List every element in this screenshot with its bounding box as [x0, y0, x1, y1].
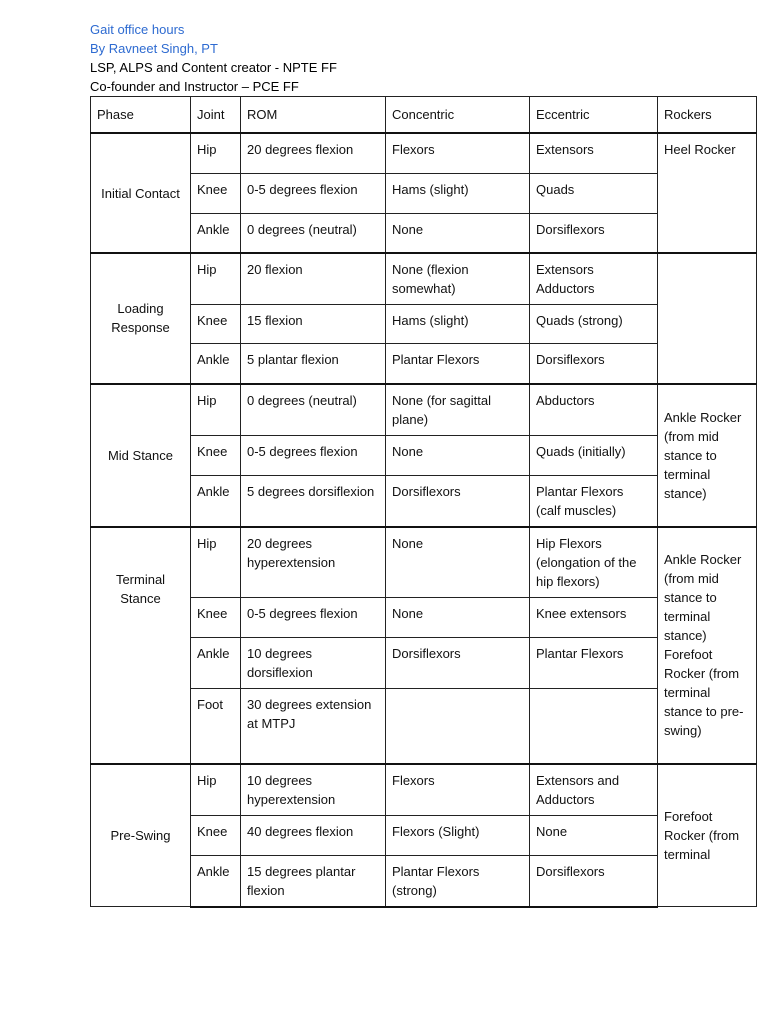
- eccentric-cell: Quads (strong): [530, 305, 658, 344]
- table-row: [91, 344, 757, 384]
- table-row: [91, 475, 757, 527]
- phase-cell: Pre-Swing: [91, 764, 191, 907]
- eccentric-cell: Abductors: [530, 384, 658, 436]
- phase-cell: Mid Stance: [91, 384, 191, 527]
- eccentric-cell: Dorsiflexors: [530, 344, 658, 384]
- table-row: [91, 638, 757, 689]
- header-author: By Ravneet Singh, PT: [90, 41, 218, 56]
- header-title: Gait office hours: [90, 22, 185, 37]
- eccentric-cell: Hip Flexors (elongation of the hip flexors): [530, 527, 658, 598]
- concentric-cell: Flexors (Slight): [386, 815, 530, 855]
- phase-cell: Loading Response: [91, 253, 191, 384]
- joint-cell: Ankle: [191, 213, 241, 253]
- concentric-cell: Dorsiflexors: [386, 638, 530, 689]
- eccentric-cell: [530, 689, 658, 764]
- concentric-cell: None: [386, 213, 530, 253]
- rom-cell: 0 degrees (neutral): [241, 213, 386, 253]
- rom-cell: 40 degrees flexion: [241, 815, 386, 855]
- document-header: [90, 20, 337, 96]
- rocker-cell: Forefoot Rocker (from terminal: [658, 764, 757, 907]
- table-row: [91, 435, 757, 475]
- table-row: [91, 598, 757, 638]
- joint-cell: Hip: [191, 764, 241, 816]
- table-row: [91, 527, 757, 598]
- concentric-cell: None: [386, 435, 530, 475]
- gait-table: [90, 96, 757, 908]
- eccentric-cell: Quads (initially): [530, 435, 658, 475]
- eccentric-cell: Quads: [530, 173, 658, 213]
- eccentric-cell: None: [530, 815, 658, 855]
- concentric-cell: None: [386, 527, 530, 598]
- table-row: [91, 764, 757, 816]
- rom-cell: 0-5 degrees flexion: [241, 598, 386, 638]
- rom-cell: 5 plantar flexion: [241, 344, 386, 384]
- concentric-cell: None: [386, 598, 530, 638]
- joint-cell: Foot: [191, 689, 241, 764]
- rom-cell: 15 degrees plantar flexion: [241, 855, 386, 907]
- eccentric-cell: Extensors Adductors: [530, 253, 658, 305]
- eccentric-cell: Plantar Flexors (calf muscles): [530, 475, 658, 527]
- column-header-eccentric: Eccentric: [530, 97, 658, 134]
- joint-cell: Ankle: [191, 638, 241, 689]
- rom-cell: 20 degrees hyperextension: [241, 527, 386, 598]
- joint-cell: Knee: [191, 173, 241, 213]
- concentric-cell: Plantar Flexors: [386, 344, 530, 384]
- joint-cell: Knee: [191, 435, 241, 475]
- rocker-cell: Ankle Rocker (from mid stance to terminal stance): [658, 384, 757, 527]
- column-header-rom: ROM: [241, 97, 386, 134]
- header-role: Co-founder and Instructor – PCE FF: [90, 79, 299, 94]
- table-row: [91, 815, 757, 855]
- joint-cell: Hip: [191, 253, 241, 305]
- concentric-cell: Flexors: [386, 133, 530, 173]
- concentric-cell: Hams (slight): [386, 305, 530, 344]
- rom-cell: 10 degrees hyperextension: [241, 764, 386, 816]
- rocker-cell: Ankle Rocker (from mid stance to terminal stance) Forefoot Rocker (from terminal stance to pre-swing): [658, 527, 757, 764]
- rom-cell: 30 degrees extension at MTPJ: [241, 689, 386, 764]
- eccentric-cell: Dorsiflexors: [530, 213, 658, 253]
- rocker-cell: Heel Rocker: [658, 133, 757, 253]
- eccentric-cell: Knee extensors: [530, 598, 658, 638]
- joint-cell: Hip: [191, 527, 241, 598]
- joint-cell: Knee: [191, 305, 241, 344]
- table-row: [91, 384, 757, 436]
- table-row: [91, 133, 757, 173]
- header-credentials: LSP, ALPS and Content creator - NPTE FF: [90, 60, 337, 75]
- concentric-cell: None (flexion somewhat): [386, 253, 530, 305]
- table-row: [91, 305, 757, 344]
- column-header-rockers: Rockers: [658, 97, 757, 134]
- eccentric-cell: Plantar Flexors: [530, 638, 658, 689]
- column-header-phase: Phase: [91, 97, 191, 134]
- table-row: [91, 173, 757, 213]
- phase-cell: Initial Contact: [91, 133, 191, 253]
- eccentric-cell: Extensors and Adductors: [530, 764, 658, 816]
- phase-cell: Terminal Stance: [91, 527, 191, 764]
- rom-cell: 0 degrees (neutral): [241, 384, 386, 436]
- joint-cell: Ankle: [191, 475, 241, 527]
- concentric-cell: Dorsiflexors: [386, 475, 530, 527]
- table-row: [91, 689, 757, 764]
- concentric-cell: Hams (slight): [386, 173, 530, 213]
- eccentric-cell: Extensors: [530, 133, 658, 173]
- joint-cell: Knee: [191, 598, 241, 638]
- joint-cell: Ankle: [191, 855, 241, 907]
- table-header-row: [91, 97, 757, 134]
- rom-cell: 0-5 degrees flexion: [241, 173, 386, 213]
- concentric-cell: Flexors: [386, 764, 530, 816]
- rom-cell: 0-5 degrees flexion: [241, 435, 386, 475]
- rom-cell: 15 flexion: [241, 305, 386, 344]
- joint-cell: Knee: [191, 815, 241, 855]
- column-header-concentric: Concentric: [386, 97, 530, 134]
- column-header-joint: Joint: [191, 97, 241, 134]
- concentric-cell: Plantar Flexors (strong): [386, 855, 530, 907]
- concentric-cell: None (for sagittal plane): [386, 384, 530, 436]
- joint-cell: Hip: [191, 384, 241, 436]
- table-row: [91, 855, 757, 907]
- rom-cell: 10 degrees dorsiflexion: [241, 638, 386, 689]
- table-row: [91, 253, 757, 305]
- joint-cell: Ankle: [191, 344, 241, 384]
- rocker-cell: [658, 253, 757, 384]
- table-row: [91, 213, 757, 253]
- rom-cell: 20 degrees flexion: [241, 133, 386, 173]
- joint-cell: Hip: [191, 133, 241, 173]
- rom-cell: 20 flexion: [241, 253, 386, 305]
- rom-cell: 5 degrees dorsiflexion: [241, 475, 386, 527]
- eccentric-cell: Dorsiflexors: [530, 855, 658, 907]
- concentric-cell: [386, 689, 530, 764]
